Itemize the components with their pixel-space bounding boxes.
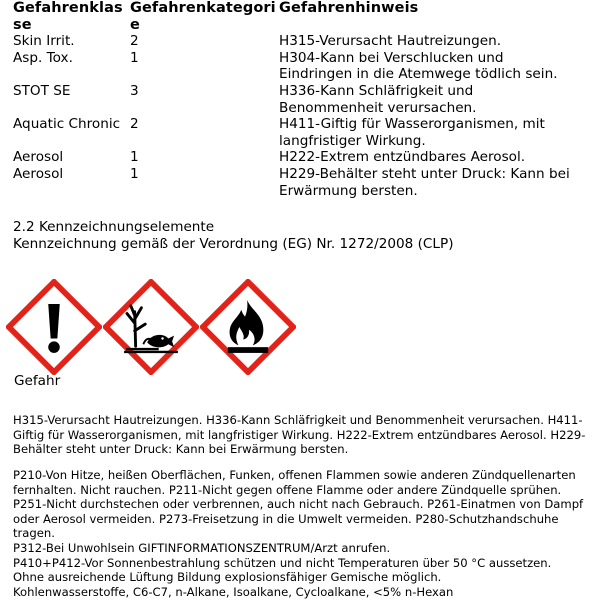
supplemental-line: Kohlenwasserstoffe, C6-C7, n-Alkane, Isoalkane, Cycloalkane, <5% n-Hexan — [13, 584, 454, 599]
signal-word: Gefahr — [14, 373, 61, 389]
cell-category: 1 — [130, 149, 139, 166]
header-hazard-category: Gefahrenkategorie — [130, 0, 276, 33]
labelling-section — [13, 219, 454, 253]
exclamation-mark-icon — [6, 279, 102, 375]
supplemental-line: Ohne ausreichende Lüftung Bildung explosionsfähiger Gemische möglich. — [13, 570, 442, 584]
cell-statement: H222-Extrem entzündbares Aerosol. — [279, 149, 526, 166]
header-hazard-class: Gefahrenklasse — [13, 0, 123, 33]
section-subheading: Kennzeichnung gemäß der Verordnung (EG) Nr. 1272/2008 (CLP) — [13, 235, 454, 252]
precautionary-statement: P312-Bei Unwohlsein GIFTINFORMATIONSZENTRUM/Arzt anrufen. — [13, 540, 391, 555]
precautionary-statement: P410+P412-Vor Sonnenbestrahlung schützen und nicht Temperaturen über 50 °C aussetzen. — [13, 555, 552, 570]
environment-icon — [103, 279, 199, 375]
table-row — [13, 166, 579, 199]
flame-icon — [200, 279, 296, 375]
cell-class: Aerosol — [13, 165, 64, 182]
section-heading: 2.2 Kennzeichnungselemente — [13, 219, 215, 235]
cell-statement: H411-Giftig für Wasserorganismen, mit langfristiger Wirkung. — [279, 116, 545, 149]
supplemental-info — [13, 570, 593, 599]
cell-category: 2 — [130, 116, 139, 133]
table-header-row — [13, 0, 579, 33]
cell-class: Skin Irrit. — [13, 33, 75, 50]
cell-class: STOT SE — [13, 82, 71, 99]
cell-class: Aerosol — [13, 149, 64, 166]
hazard-statements — [13, 413, 593, 457]
table-row — [13, 33, 579, 50]
cell-statement: H315-Verursacht Hautreizungen. — [279, 33, 502, 50]
table-row — [13, 50, 579, 83]
table-row — [13, 83, 579, 116]
precautionary-statements — [13, 468, 593, 570]
cell-category: 1 — [130, 165, 139, 182]
header-hazard-statement: Gefahrenhinweis — [279, 0, 419, 16]
cell-category: 3 — [130, 82, 139, 99]
hazard-classification-table — [13, 0, 579, 199]
cell-statement: H229-Behälter steht unter Druck: Kann bei Erwärmung bersten. — [279, 165, 570, 199]
hazard-statements-text: H315-Verursacht Hautreizungen. H336-Kann Schläfrigkeit und Benommenheit verursachen. H411-Giftig für Wasserorganismen, mit langfristiger Wirkung. H222-Extrem entzündbares Aerosol. H229-Behälter steht unter Druck: Kann bei Erwärmung bersten. — [13, 413, 586, 457]
cell-statement: H336-Kann Schläfrigkeit und Benommenheit verursachen. — [279, 82, 477, 116]
cell-class: Asp. Tox. — [13, 49, 73, 66]
table-row — [13, 116, 579, 149]
cell-class: Aquatic Chronic — [13, 116, 121, 133]
cell-category: 1 — [130, 49, 139, 66]
cell-category: 2 — [130, 33, 139, 50]
table-row — [13, 149, 579, 166]
cell-statement: H304-Kann bei Verschlucken und Eindringen in die Atemwege tödlich sein. — [279, 49, 558, 83]
precautionary-statement: P210-Von Hitze, heißen Oberflächen, Funken, offenen Flammen sowie anderen Zündquellenarten fernhalten. Nicht rauchen. P211-Nicht gegen offene Flamme oder andere Zündquelle sprühen. P251-Nicht durchstechen oder verbrennen, auch nicht nach Gebrauch. P261-Einatmen von Dampf oder Aerosol vermeiden. P273-Freisetzung in die Umwelt vermeiden. P280-Schutzhandschuhe tragen. — [13, 468, 584, 541]
